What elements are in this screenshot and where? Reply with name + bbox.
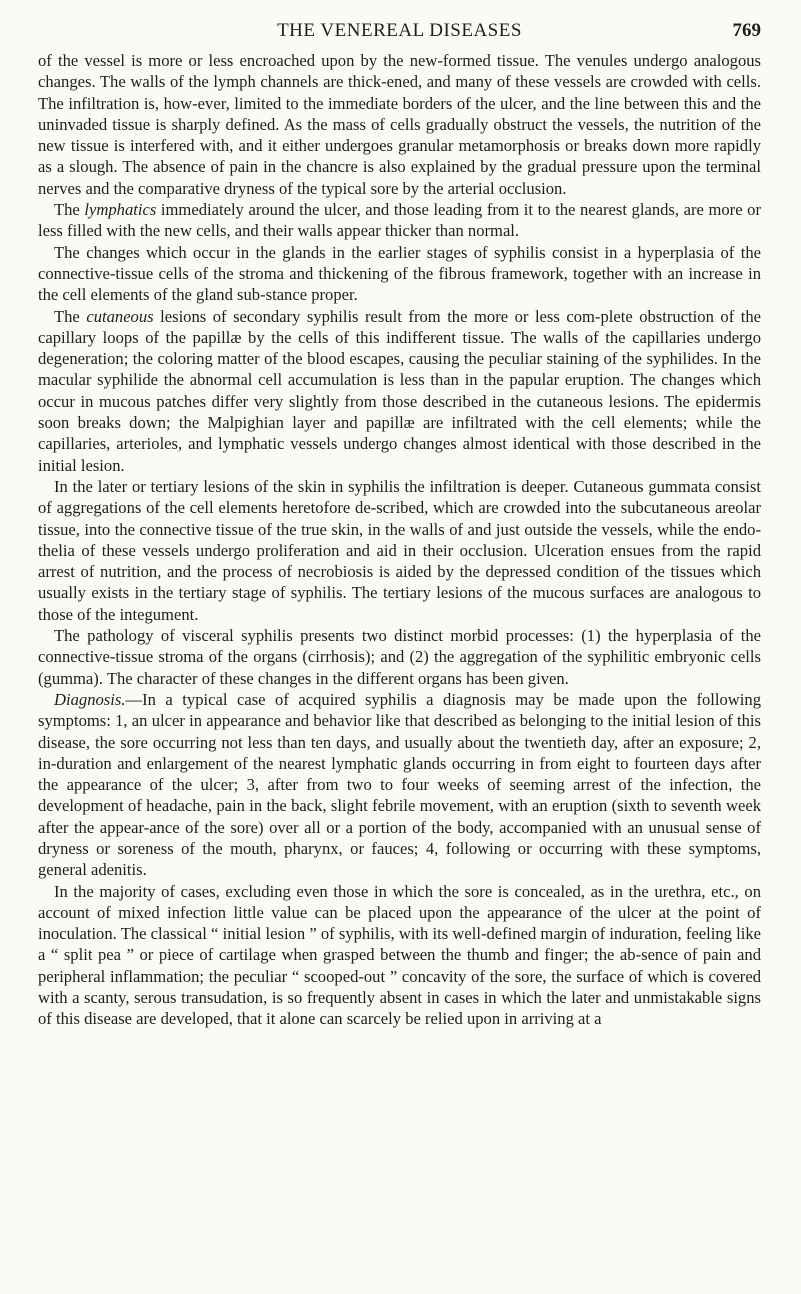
paragraph-lead: The [54,200,85,220]
paragraph-tertiary [38,476,761,625]
paragraph-majority [38,881,761,1030]
paragraph-text: of the vessel is more or less encroached upon by the new-formed tissue. The venules undergo analogous changes. The walls of the lymph channels are thick-ened, and many of these vessels are crowded with cells. The infiltration is, how-ever, limited to the immediate borders of the ulcer, and the line between this and the uninvaded tissue is sharply defined. As the mass of cells gradually obstruct the vessels, the nutrition of the new tissue is interfered with, and it either undergoes granular metamorphosis or breaks down more rapidly as a slough. The absence of pain in the chancre is also explained by the gradual pressure upon the terminal nerves and the comparative dryness of the typical sore by the arterial occlusion. [38,51,761,198]
paragraph-text: In the majority of cases, excluding even those in which the sore is concealed, as in the urethra, etc., on account of mixed infection little value can be placed upon the appearance of the ulcer at the point of inoculation. The classical “ initial lesion ” of syphilis, with its well-defined margin of induration, feeling like a “ split pea ” or piece of cartilage when grasped between the thumb and finger; the ab-sence of pain and peripheral inflammation; the peculiar “ scooped-out ” concavity of the sore, the surface of which is covered with a scanty, serous transudation, is so frequently absent in cases in which the later and unmistakable signs of this disease are developed, that it alone can scarcely be relied upon in arriving at a [38,881,761,1029]
paragraph-glands [38,242,761,306]
paragraph-text: lesions of secondary syphilis result from the more or less com-plete obstruction of the capillary loops of the papillæ by the cells of this indifferent tissue. The walls of the capillaries undergo degeneration; the coloring matter of the blood escapes, causing the peculiar staining of the syphilides. In the macular syphilide the abnormal cell accumulation is less than in the papular eruption. The changes which occur in mucous patches differ very slightly from those described in the cutaneous lesions. The epidermis soon breaks down; the Malpighian layer and papillæ are infiltrated with the cell elements; while the capillaries, arterioles, and lymphatic vessels undergo changes almost identical with those described in the initial lesion. [38,306,762,475]
italic-term: lymphatics [84,200,157,220]
paragraph-visceral [38,625,761,689]
paragraph-text: immediately around the ulcer, and those leading from it to the nearest glands, are more or less filled with the new cells, and their walls appear thicker than normal. [38,200,761,241]
paragraph-lymphatics [38,199,761,242]
paragraph-diagnosis [38,689,761,881]
body-text [38,50,761,1030]
italic-term: cutaneous [86,306,154,326]
running-title: THE VENEREAL DISEASES [277,20,522,41]
paragraph-text: The pathology of visceral syphilis presents two distinct morbid processes: (1) the hyperplasia of the connective-tissue stroma of the organs (cirrhosis); and (2) the aggregation of the syphilitic embryonic cells (gumma). The character of these changes in the different organs has been given. [38,626,761,688]
paragraph-cutaneous [38,306,761,476]
paragraph-text: The changes which occur in the glands in the earlier stages of syphilis consist in a hyperplasia of the connective-tissue cells of the stroma and thickening of the fibrous framework, together with an increase in the cell elements of the gland sub-stance proper. [38,242,761,305]
paragraph-vessels [38,50,761,199]
italic-heading: Diagnosis. [54,689,126,709]
paragraph-lead: The [54,306,87,326]
paragraph-text: —In a typical case of acquired syphilis a diagnosis may be made upon the following symptoms: 1, an ulcer in appearance and behavior like that described as belonging to the initial lesion of this disease, the sore occurring not less than ten days, and usually about the twentieth day, after an exposure; 2, in-duration and enlargement of the nearest lymphatic glands occurring in from eight to fourteen days after the appearance of the ulcer; 3, after from two to four weeks of seeming arrest of the infection, the development of headache, pain in the back, slight febrile movement, with an eruption (sixth to seventh week after the appear-ance of the sore) over all or a portion of the body, accompanied with an unusual sense of dryness or soreness of the mouth, pharynx, or fauces; 4, following or occurring with these symptoms, general adenitis. [38,689,761,880]
page-header [38,0,761,50]
paragraph-text: In the later or tertiary lesions of the skin in syphilis the infiltration is deeper. Cutaneous gummata consist of aggregations of the cell elements heretofore de-scribed, which are crowded into the subcutaneous areolar tissue, into the connective tissue of the true skin, in the walls of and just outside the vessels, while the endo-thelia of these vessels undergo proliferation and aid in their occlusion. Ulceration ensues from the rapid arrest of nutrition, and the process of necrobiosis is aided by the depressed condition of the tissues which usually exists in the tertiary stage of syphilis. The tertiary lesions of the mucous surfaces are analogous to those of the integument. [38,476,761,624]
page-number: 769 [732,20,761,41]
